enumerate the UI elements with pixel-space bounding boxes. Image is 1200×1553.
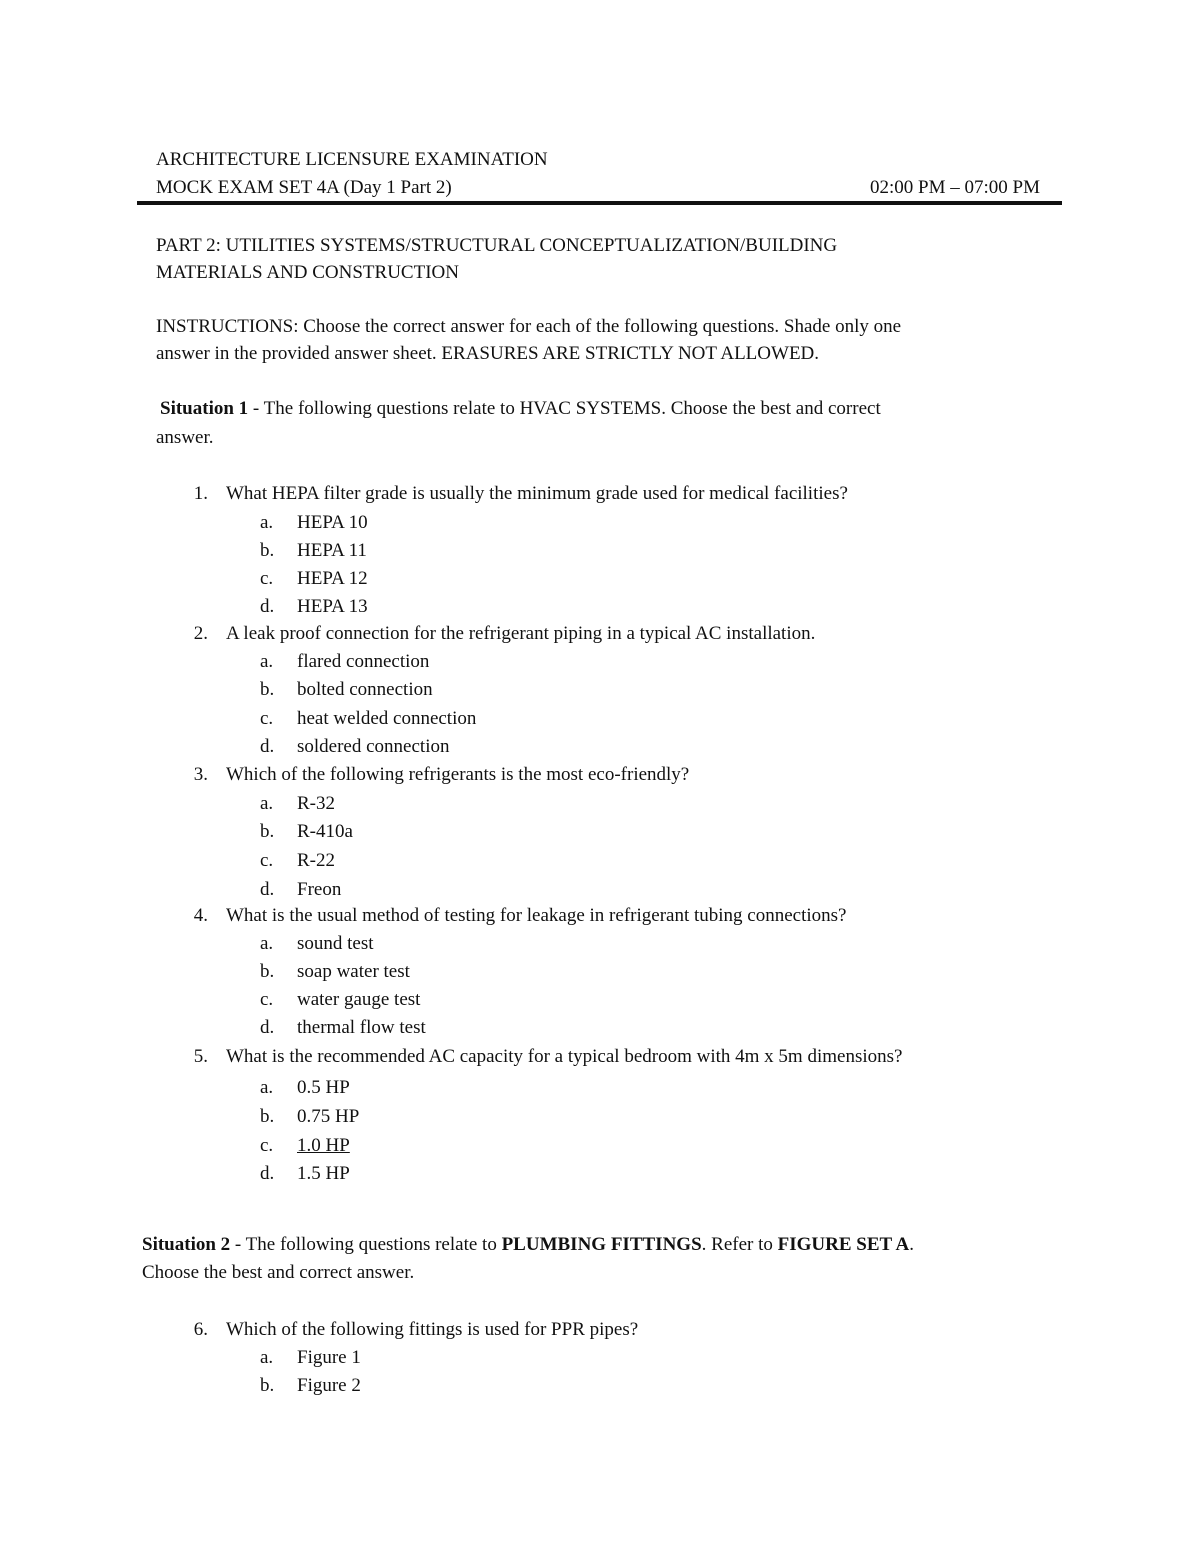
- option-text: R-32: [297, 793, 335, 814]
- situation2-figure-ref: FIGURE SET A: [777, 1234, 910, 1255]
- option-letter: a.: [260, 933, 274, 954]
- situation2-text-part1: - The following questions relate to: [230, 1234, 502, 1255]
- option-text: water gauge test: [297, 989, 421, 1010]
- situation2-label: Situation 2: [142, 1234, 231, 1255]
- option-letter: d.: [260, 736, 275, 757]
- option-letter: b.: [260, 540, 275, 561]
- option-text: HEPA 13: [297, 596, 368, 617]
- part-heading-line1: PART 2: UTILITIES SYSTEMS/STRUCTURAL CONCEPTUALIZATION/BUILDING: [156, 235, 838, 256]
- question-text: Which of the following refrigerants is the most eco-friendly?: [226, 764, 690, 785]
- option-letter: d.: [260, 879, 275, 900]
- option-text: flared connection: [297, 651, 430, 672]
- option-text: heat welded connection: [297, 708, 477, 729]
- situation1-text-line2: answer.: [156, 427, 214, 448]
- situation1-text: - The following questions relate to HVAC SYSTEMS. Choose the best and correct: [248, 398, 881, 419]
- situation2-intro: [142, 1233, 914, 1257]
- option-text-answer: 1.0 HP: [297, 1135, 350, 1156]
- option-text: 0.75 HP: [297, 1106, 360, 1127]
- question-text: Which of the following fittings is used for PPR pipes?: [226, 1319, 639, 1340]
- option-letter: a.: [260, 1077, 274, 1098]
- option-text: bolted connection: [297, 679, 433, 700]
- question-number: 3.: [193, 764, 208, 785]
- question-number: 6.: [193, 1319, 208, 1340]
- question-text: What is the recommended AC capacity for a typical bedroom with 4m x 5m dimensions?: [226, 1046, 903, 1067]
- option-letter: d.: [260, 1017, 275, 1038]
- exam-subtitle: MOCK EXAM SET 4A (Day 1 Part 2): [156, 177, 452, 198]
- option-text: Figure 2: [297, 1375, 361, 1396]
- question-text: What HEPA filter grade is usually the minimum grade used for medical facilities?: [226, 483, 848, 504]
- option-text: 1.5 HP: [297, 1163, 350, 1184]
- option-text: 0.5 HP: [297, 1077, 350, 1098]
- situation2-text-line2: Choose the best and correct answer.: [142, 1262, 415, 1283]
- exam-title: ARCHITECTURE LICENSURE EXAMINATION: [156, 149, 548, 170]
- option-text: thermal flow test: [297, 1017, 426, 1038]
- option-letter: c.: [260, 1135, 274, 1156]
- option-letter: b.: [260, 1106, 275, 1127]
- question-number: 2.: [193, 623, 208, 644]
- option-letter: a.: [260, 793, 274, 814]
- question-text: A leak proof connection for the refrigerant piping in a typical AC installation.: [226, 623, 816, 644]
- situation2-text-part3: .: [909, 1234, 915, 1255]
- option-letter: c.: [260, 989, 274, 1010]
- option-text: R-410a: [297, 821, 353, 842]
- option-letter: a.: [260, 1347, 274, 1368]
- situation1-intro: [160, 397, 881, 421]
- option-letter: d.: [260, 596, 275, 617]
- option-text: HEPA 11: [297, 540, 367, 561]
- option-letter: c.: [260, 708, 274, 729]
- situation1-label: Situation 1: [160, 398, 249, 419]
- option-letter: b.: [260, 679, 275, 700]
- option-text: sound test: [297, 933, 374, 954]
- option-letter: b.: [260, 961, 275, 982]
- option-text: R-22: [297, 850, 335, 871]
- option-letter: c.: [260, 568, 274, 589]
- instructions-line1: INSTRUCTIONS: Choose the correct answer for each of the following questions. Shade only one: [156, 316, 902, 337]
- part-heading-line2: MATERIALS AND CONSTRUCTION: [156, 262, 459, 283]
- option-text: soldered connection: [297, 736, 450, 757]
- question-number: 1.: [193, 483, 208, 504]
- situation2-topic: PLUMBING FITTINGS: [501, 1234, 702, 1255]
- option-letter: d.: [260, 1163, 275, 1184]
- option-letter: a.: [260, 512, 274, 533]
- question-text: What is the usual method of testing for leakage in refrigerant tubing connections?: [226, 905, 847, 926]
- header-divider: [137, 201, 1062, 205]
- question-number: 5.: [193, 1046, 208, 1067]
- exam-time: 02:00 PM – 07:00 PM: [870, 177, 1040, 198]
- option-text: HEPA 12: [297, 568, 368, 589]
- option-letter: b.: [260, 821, 275, 842]
- instructions-line2: answer in the provided answer sheet. ERASURES ARE STRICTLY NOT ALLOWED.: [156, 343, 820, 364]
- option-text: soap water test: [297, 961, 410, 982]
- option-letter: b.: [260, 1375, 275, 1396]
- option-text: Figure 1: [297, 1347, 361, 1368]
- option-text: Freon: [297, 879, 342, 900]
- question-number: 4.: [193, 905, 208, 926]
- option-text: HEPA 10: [297, 512, 368, 533]
- option-letter: a.: [260, 651, 274, 672]
- option-letter: c.: [260, 850, 274, 871]
- situation2-text-part2: . Refer to: [701, 1234, 778, 1255]
